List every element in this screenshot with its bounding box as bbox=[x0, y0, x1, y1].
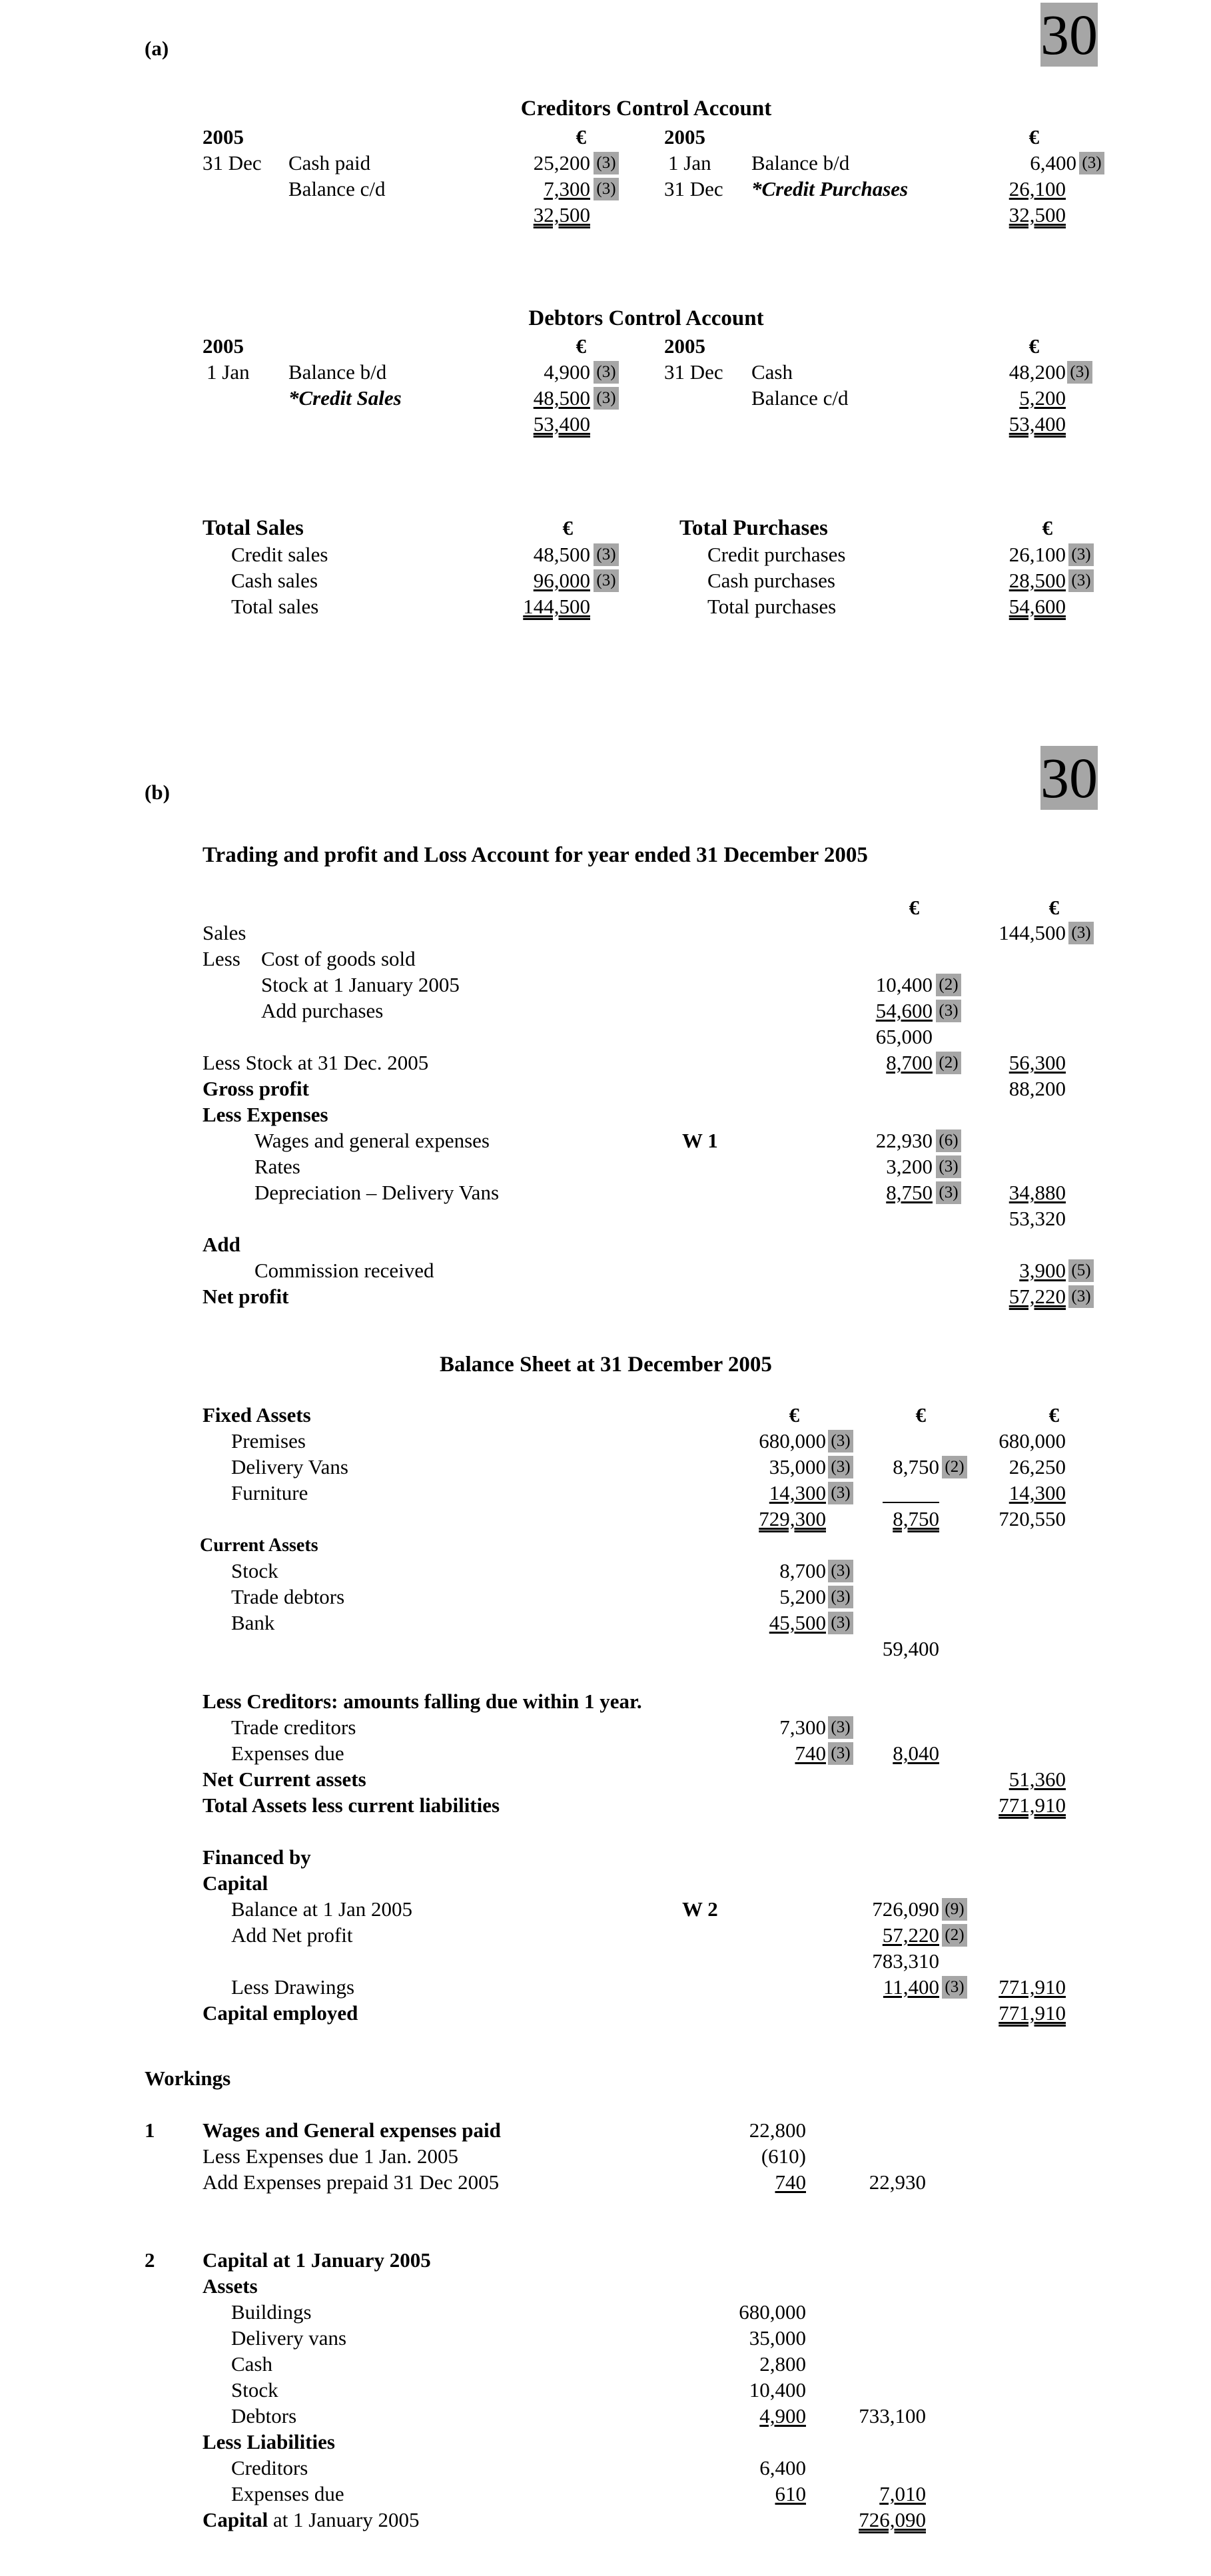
goods-available-amount: 65,000 bbox=[875, 1025, 933, 1048]
w2-liabilities-total: 7,010 bbox=[879, 2482, 926, 2505]
fixed-assets-cost-total: 729,300 bbox=[759, 1507, 826, 1530]
dr-right-total: 53,400 bbox=[1009, 412, 1066, 436]
dr-l1-mark: (3) bbox=[594, 361, 619, 384]
cr-l2-desc: Balance c/d bbox=[288, 177, 386, 200]
add-net-profit-mark: (2) bbox=[942, 1924, 967, 1947]
vans-depreciation: 8,750 bbox=[893, 1455, 939, 1478]
opening-balance-working-ref: W 2 bbox=[682, 1897, 718, 1921]
add-net-profit-amount: 57,220 bbox=[882, 1923, 939, 1947]
working-1-title: Wages and General expenses paid bbox=[202, 2118, 501, 2142]
capital-employed-label: Capital employed bbox=[202, 2001, 358, 2025]
wages-working-ref: W 1 bbox=[682, 1129, 718, 1152]
furniture-dep-rule bbox=[883, 1502, 939, 1503]
depreciation-amount: 8,750 bbox=[886, 1181, 933, 1204]
less-expenses-label: Less Expenses bbox=[202, 1103, 328, 1126]
net-profit-label: Net profit bbox=[202, 1285, 289, 1308]
current-liabilities-total: 8,040 bbox=[893, 1742, 939, 1765]
fixed-assets-nbv-total: 720,550 bbox=[999, 1507, 1066, 1530]
part-a-label: (a) bbox=[145, 37, 169, 60]
w2-assets-label: Assets bbox=[202, 2274, 258, 2298]
add-purchases-amount: 54,600 bbox=[875, 999, 933, 1022]
cr-l2-mark: (3) bbox=[594, 178, 619, 200]
add-purchases-mark: (3) bbox=[936, 1000, 961, 1022]
sales-cash-mark: (3) bbox=[594, 569, 619, 592]
purch-cash-mark: (3) bbox=[1068, 569, 1094, 592]
cr-year-left: 2005 bbox=[202, 125, 244, 149]
fixed-assets-dep-total: 8,750 bbox=[893, 1507, 939, 1530]
closing-stock-label: Less Stock at 31 Dec. 2005 bbox=[202, 1051, 429, 1074]
working-2-title: Capital at 1 January 2005 bbox=[202, 2248, 431, 2272]
less-label: Less bbox=[202, 947, 240, 970]
depreciation-label: Depreciation – Delivery Vans bbox=[254, 1181, 500, 1204]
premises-nbv: 680,000 bbox=[999, 1429, 1066, 1452]
bs-euro-2: € bbox=[915, 1403, 926, 1427]
sales-credit-mark: (3) bbox=[594, 543, 619, 566]
w2-expenses-due-label: Expenses due bbox=[231, 2482, 344, 2505]
premises-label: Premises bbox=[231, 1429, 306, 1452]
trading-euro-1: € bbox=[909, 896, 919, 919]
w1-total-amount: 22,930 bbox=[869, 2170, 926, 2194]
add-purchases-label: Add purchases bbox=[261, 999, 384, 1022]
balance-sheet-title: Balance Sheet at 31 December 2005 bbox=[440, 1353, 772, 1377]
expenses-total-amount: 34,880 bbox=[1009, 1181, 1066, 1204]
trade-debtors-amount: 5,200 bbox=[779, 1585, 826, 1608]
w2-debtors-label: Debtors bbox=[231, 2404, 297, 2427]
w2-creditors-amount: 6,400 bbox=[759, 2456, 806, 2479]
purch-credit-amount: 26,100 bbox=[1009, 543, 1066, 566]
net-profit-amount: 57,220 bbox=[1009, 1285, 1066, 1308]
w2-stock-amount: 10,400 bbox=[749, 2378, 806, 2402]
cr-l1-mark: (3) bbox=[594, 152, 619, 174]
sales-cash-amount: 96,000 bbox=[533, 569, 590, 592]
sales-credit-amount: 48,500 bbox=[533, 543, 590, 566]
dr-l2-desc: *Credit Sales bbox=[288, 386, 402, 410]
current-assets-label: Current Assets bbox=[200, 1535, 318, 1556]
commission-mark: (5) bbox=[1068, 1259, 1094, 1282]
cogs-amount: 56,300 bbox=[1009, 1051, 1066, 1074]
wages-label: Wages and general expenses bbox=[254, 1129, 490, 1152]
total-purchases-euro: € bbox=[1042, 516, 1052, 539]
cr-r1-mark: (3) bbox=[1079, 152, 1104, 174]
cr-euro-right: € bbox=[1028, 125, 1039, 149]
trade-creditors-amount: 7,300 bbox=[779, 1716, 826, 1739]
dr-l2-amount: 48,500 bbox=[533, 386, 590, 410]
sales-total-amount: 144,500 bbox=[523, 595, 590, 618]
wages-mark: (6) bbox=[936, 1129, 961, 1152]
less-creditors-label: Less Creditors: amounts falling due within 1 year. bbox=[202, 1690, 642, 1713]
vans-cost-mark: (3) bbox=[828, 1456, 853, 1478]
dr-euro-right: € bbox=[1028, 334, 1039, 358]
cr-year-right: 2005 bbox=[664, 125, 705, 149]
cr-r1-desc: Balance b/d bbox=[751, 151, 850, 174]
dr-year-left: 2005 bbox=[202, 334, 244, 358]
cogs-label: Cost of goods sold bbox=[261, 947, 416, 970]
trade-creditors-label: Trade creditors bbox=[231, 1716, 356, 1739]
sales-total-desc: Total sales bbox=[231, 595, 319, 618]
bs-stock-label: Stock bbox=[231, 1559, 278, 1582]
total-sales-title: Total Sales bbox=[202, 516, 304, 540]
total-assets-less-cl-amount: 771,910 bbox=[999, 1793, 1066, 1817]
purch-credit-desc: Credit purchases bbox=[707, 543, 846, 566]
opening-stock-amount: 10,400 bbox=[875, 973, 933, 996]
w2-capital-amount: 726,090 bbox=[859, 2508, 926, 2531]
w2-capital-bold: Capital bbox=[202, 2508, 268, 2531]
closing-stock-amount: 8,700 bbox=[886, 1051, 933, 1074]
bank-label: Bank bbox=[231, 1611, 275, 1634]
dr-r2-amount: 5,200 bbox=[1019, 386, 1066, 410]
expenses-due-label: Expenses due bbox=[231, 1742, 344, 1765]
cr-r2-amount: 26,100 bbox=[1009, 177, 1066, 200]
premises-cost: 680,000 bbox=[759, 1429, 826, 1452]
capital-employed-amount: 771,910 bbox=[999, 2001, 1066, 2025]
opening-balance-amount: 726,090 bbox=[872, 1897, 939, 1921]
purch-total-amount: 54,600 bbox=[1009, 595, 1066, 618]
cr-l1-amount: 25,200 bbox=[533, 151, 590, 174]
bs-stock-mark: (3) bbox=[828, 1560, 853, 1582]
furniture-cost: 14,300 bbox=[769, 1481, 826, 1504]
cr-left-total: 32,500 bbox=[533, 203, 590, 226]
w2-buildings-amount: 680,000 bbox=[739, 2300, 806, 2324]
vans-cost: 35,000 bbox=[769, 1455, 826, 1478]
cr-euro-left: € bbox=[576, 125, 586, 149]
furniture-label: Furniture bbox=[231, 1481, 308, 1504]
total-sales-euro: € bbox=[562, 516, 573, 539]
expenses-due-mark: (3) bbox=[828, 1742, 853, 1765]
commission-amount: 3,900 bbox=[1019, 1259, 1066, 1282]
dr-r1-desc: Cash bbox=[751, 360, 793, 384]
wages-amount: 22,930 bbox=[875, 1129, 933, 1152]
opening-stock-label: Stock at 1 January 2005 bbox=[261, 973, 460, 996]
add-label: Add bbox=[202, 1233, 240, 1256]
depreciation-mark: (3) bbox=[936, 1181, 961, 1204]
trade-debtors-mark: (3) bbox=[828, 1586, 853, 1608]
bs-euro-3: € bbox=[1048, 1403, 1059, 1427]
dr-year-right: 2005 bbox=[664, 334, 705, 358]
total-assets-less-cl-label: Total Assets less current liabilities bbox=[202, 1793, 500, 1817]
cr-r1-amount: 6,400 bbox=[1030, 151, 1076, 174]
rates-amount: 3,200 bbox=[886, 1155, 933, 1178]
w2-liabilities-label: Less Liabilities bbox=[202, 2430, 335, 2453]
purch-credit-mark: (3) bbox=[1068, 543, 1094, 566]
dr-r1-date: 31 Dec bbox=[664, 360, 723, 384]
working-2-number: 2 bbox=[145, 2248, 155, 2272]
dr-r1-amount: 48,200 bbox=[1009, 360, 1066, 384]
dr-euro-left: € bbox=[576, 334, 586, 358]
net-current-assets-amount: 51,360 bbox=[1009, 1768, 1066, 1791]
drawings-mark: (3) bbox=[942, 1976, 967, 1999]
w2-cash-label: Cash bbox=[231, 2352, 272, 2376]
sales-label: Sales bbox=[202, 921, 246, 944]
purch-cash-amount: 28,500 bbox=[1009, 569, 1066, 592]
cr-l1-desc: Cash paid bbox=[288, 151, 371, 174]
purch-total-desc: Total purchases bbox=[707, 595, 837, 618]
commission-label: Commission received bbox=[254, 1259, 434, 1282]
rates-mark: (3) bbox=[936, 1155, 961, 1178]
net-before-commission-amount: 53,320 bbox=[1009, 1207, 1066, 1230]
part-b-label: (b) bbox=[145, 781, 170, 804]
w2-cash-amount: 2,800 bbox=[759, 2352, 806, 2376]
vans-nbv: 26,250 bbox=[1009, 1455, 1066, 1478]
cr-right-total: 32,500 bbox=[1009, 203, 1066, 226]
dr-l1-amount: 4,900 bbox=[544, 360, 590, 384]
expenses-due-amount: 740 bbox=[795, 1742, 826, 1765]
closing-capital-amount: 771,910 bbox=[999, 1975, 1066, 1999]
add-net-profit-label: Add Net profit bbox=[231, 1923, 353, 1947]
w2-creditors-label: Creditors bbox=[231, 2456, 308, 2479]
opening-balance-mark: (9) bbox=[942, 1898, 967, 1921]
drawings-label: Less Drawings bbox=[231, 1975, 355, 1999]
debtors-account-title: Debtors Control Account bbox=[528, 306, 764, 330]
w2-stock-label: Stock bbox=[231, 2378, 278, 2402]
part-a-marks-box: 30 bbox=[1040, 3, 1098, 67]
w2-vans-amount: 35,000 bbox=[749, 2326, 806, 2350]
dr-left-total: 53,400 bbox=[533, 412, 590, 436]
capital-subtotal-amount: 783,310 bbox=[872, 1949, 939, 1973]
net-profit-mark: (3) bbox=[1068, 1285, 1094, 1308]
trade-debtors-label: Trade debtors bbox=[231, 1585, 345, 1608]
opening-balance-label: Balance at 1 Jan 2005 bbox=[231, 1897, 413, 1921]
w2-capital-rest: at 1 January 2005 bbox=[268, 2508, 420, 2531]
rates-label: Rates bbox=[254, 1155, 300, 1178]
w2-expenses-due-amount: 610 bbox=[775, 2482, 806, 2505]
part-b-marks-box: 30 bbox=[1040, 746, 1098, 810]
dr-r1-mark: (3) bbox=[1067, 361, 1092, 384]
gross-profit-label: Gross profit bbox=[202, 1077, 309, 1100]
capital-label: Capital bbox=[202, 1871, 268, 1895]
creditors-account-title: Creditors Control Account bbox=[520, 97, 772, 121]
bs-stock-amount: 8,700 bbox=[779, 1559, 826, 1582]
w1-add-label: Add Expenses prepaid 31 Dec 2005 bbox=[202, 2170, 500, 2194]
drawings-amount: 11,400 bbox=[883, 1975, 939, 1999]
trading-account-title: Trading and profit and Loss Account for year ended 31 December 2005 bbox=[202, 843, 868, 867]
trade-creditors-mark: (3) bbox=[828, 1716, 853, 1739]
working-1-number: 1 bbox=[145, 2118, 155, 2142]
current-assets-total: 59,400 bbox=[882, 1637, 939, 1660]
dr-l2-mark: (3) bbox=[594, 387, 619, 410]
sales-cash-desc: Cash sales bbox=[231, 569, 318, 592]
financed-by-label: Financed by bbox=[202, 1845, 311, 1869]
closing-stock-mark: (2) bbox=[936, 1052, 961, 1074]
w2-debtors-amount: 4,900 bbox=[759, 2404, 806, 2427]
premises-mark: (3) bbox=[828, 1430, 853, 1452]
cr-l2-amount: 7,300 bbox=[544, 177, 590, 200]
gross-profit-amount: 88,200 bbox=[1009, 1077, 1066, 1100]
sales-mark: (3) bbox=[1068, 922, 1094, 944]
w2-buildings-label: Buildings bbox=[231, 2300, 312, 2324]
w2-assets-total: 733,100 bbox=[859, 2404, 926, 2427]
sales-credit-desc: Credit sales bbox=[231, 543, 328, 566]
w1-add-amount: 740 bbox=[775, 2170, 806, 2194]
total-purchases-title: Total Purchases bbox=[679, 516, 828, 540]
bs-euro-1: € bbox=[789, 1403, 799, 1427]
trading-euro-2: € bbox=[1048, 896, 1059, 919]
purch-cash-desc: Cash purchases bbox=[707, 569, 835, 592]
dr-l1-desc: Balance b/d bbox=[288, 360, 387, 384]
sales-amount: 144,500 bbox=[999, 921, 1066, 944]
cr-r1-date: 1 Jan bbox=[668, 151, 711, 174]
cr-r2-date: 31 Dec bbox=[664, 177, 723, 200]
bank-amount: 45,500 bbox=[769, 1611, 826, 1634]
cr-r2-desc: *Credit Purchases bbox=[751, 177, 909, 200]
bank-mark: (3) bbox=[828, 1612, 853, 1634]
wages-paid-amount: 22,800 bbox=[749, 2118, 806, 2142]
dr-l1-date: 1 Jan bbox=[206, 360, 250, 384]
furniture-mark: (3) bbox=[828, 1482, 853, 1504]
workings-title: Workings bbox=[145, 2067, 231, 2090]
furniture-nbv: 14,300 bbox=[1009, 1481, 1066, 1504]
dr-r2-desc: Balance c/d bbox=[751, 386, 849, 410]
net-current-assets-label: Net Current assets bbox=[202, 1768, 366, 1791]
w1-less-amount: (610) bbox=[761, 2144, 806, 2168]
opening-stock-mark: (2) bbox=[936, 974, 961, 996]
vans-label: Delivery Vans bbox=[231, 1455, 348, 1478]
fixed-assets-label: Fixed Assets bbox=[202, 1403, 311, 1427]
cr-l1-date: 31 Dec bbox=[202, 151, 262, 174]
w1-less-label: Less Expenses due 1 Jan. 2005 bbox=[202, 2144, 458, 2168]
w2-capital-line bbox=[202, 2508, 419, 2532]
vans-depreciation-mark: (2) bbox=[942, 1456, 967, 1478]
w2-vans-label: Delivery vans bbox=[231, 2326, 347, 2350]
